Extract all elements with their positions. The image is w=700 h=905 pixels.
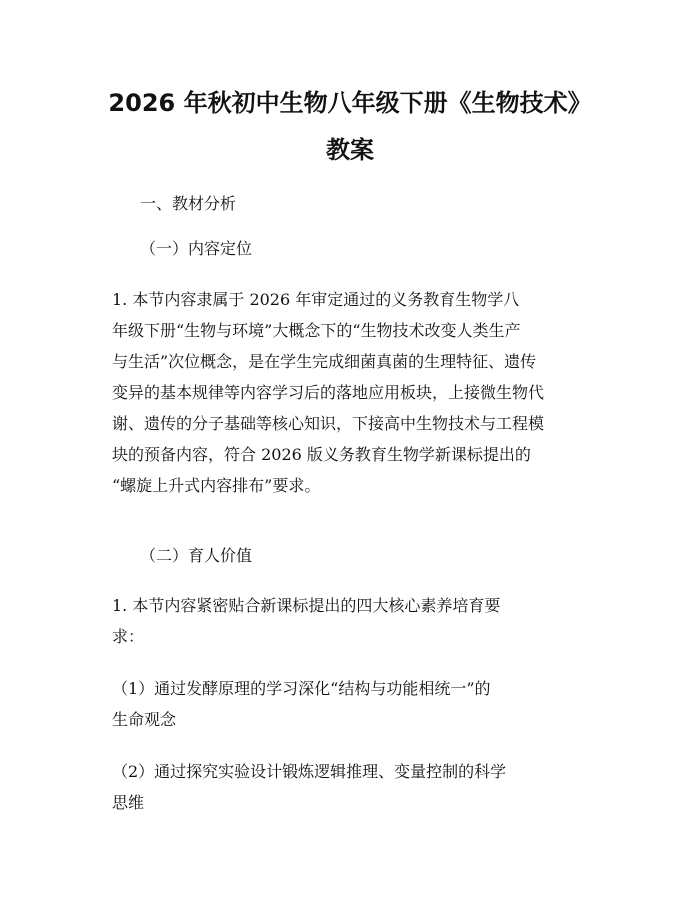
paragraph-line: 谢、遗传的分子基础等核心知识，下接高中生物技术与工程模 xyxy=(112,414,545,433)
paragraph-line: “螺旋上升式内容排布”要求。 xyxy=(112,476,321,495)
subsection-heading-content-positioning: （一）内容定位 xyxy=(140,239,253,258)
paragraph-item-1 xyxy=(112,673,592,735)
paragraph-line: 生命观念 xyxy=(112,710,177,729)
paragraph-core-literacy xyxy=(112,590,592,652)
paragraph-line: 思维 xyxy=(112,793,145,812)
paragraph-line: 1. 本节内容紧密贴合新课标提出的四大核心素养培育要 xyxy=(112,596,501,615)
paragraph-line: 变异的基本规律等内容学习后的落地应用板块，上接微生物代 xyxy=(112,383,545,402)
paragraph-line: 块的预备内容，符合 2026 版义务教育生物学新课标提出的 xyxy=(112,445,531,464)
document-title-line-1: 2026 年秋初中生物八年级下册《生物技术》 xyxy=(108,89,592,117)
paragraph-line: （1）通过发酵原理的学习深化“结构与功能相统一”的 xyxy=(112,679,491,698)
paragraph-line: （2）通过探究实验设计锻炼逻辑推理、变量控制的科学 xyxy=(112,762,507,781)
paragraph-item-2 xyxy=(112,756,592,818)
document-title-line-2: 教案 xyxy=(326,136,374,164)
paragraph-content-positioning xyxy=(112,284,592,501)
section-heading-textbook-analysis: 一、教材分析 xyxy=(140,194,237,213)
paragraph-line: 与生活”次位概念，是在学生完成细菌真菌的生理特征、遗传 xyxy=(112,352,537,371)
paragraph-line: 年级下册“生物与环境”大概念下的“生物技术改变人类生产 xyxy=(112,321,521,340)
subsection-heading-educational-value: （二）育人价值 xyxy=(140,546,253,565)
paragraph-line: 求： xyxy=(112,627,145,646)
paragraph-line: 1. 本节内容隶属于 2026 年审定通过的义务教育生物学八 xyxy=(112,290,520,309)
